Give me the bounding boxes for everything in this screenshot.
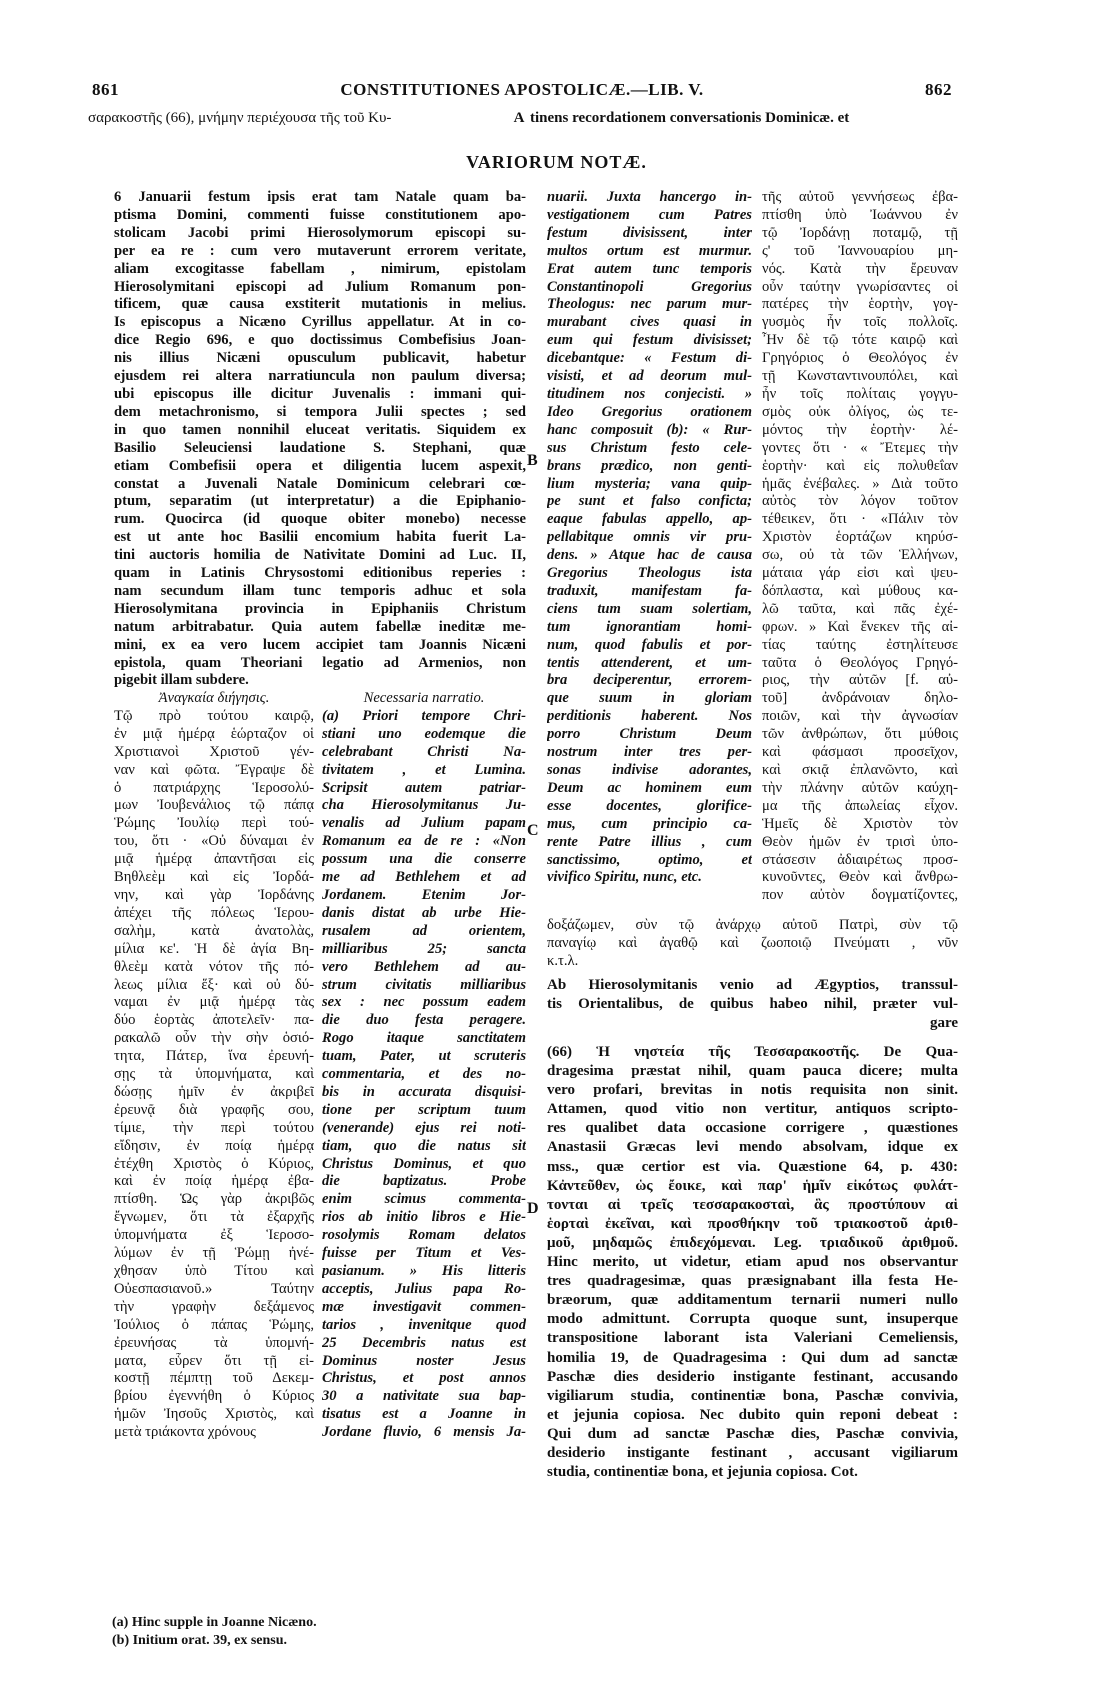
text-line: aliam excogitasse fabellam , nimirum, epistolam	[114, 260, 526, 277]
footnote-a: (a) Hinc supple in Joanne Nicæno.	[112, 1615, 317, 1630]
text-line: ρακαλῶ οὖν τὴν σὴν ὁσιό-	[114, 1030, 314, 1047]
latin-heading: Necessaria narratio.	[363, 690, 485, 706]
text-line: ἑορτὴν· καὶ εἰς πολυθεΐαν	[762, 457, 958, 474]
page-number-right: 862	[925, 80, 952, 99]
text-line: tentis attenderent, et um-	[547, 654, 752, 671]
text-line: nuarii. Juxta hancergo in-	[547, 189, 752, 205]
text-line: epistola, quam Theoriani legatio ad Armenios, non	[114, 654, 526, 671]
text-line: καὶ σκιᾷ ἐπλανῶντο, καὶ	[762, 762, 958, 778]
text-line: venalis ad Julium papam	[322, 815, 526, 832]
text-line: pe sunt et falso conficta;	[547, 493, 752, 510]
text-line: τητα, Πάτερ, ἵνα ἐρευνή-	[114, 1048, 314, 1065]
text-line: tum ignorantiam homi-	[547, 618, 752, 635]
text-line: τῆς αὐτοῦ γεννήσεως ἐβα-	[762, 189, 958, 205]
text-line: tres quadragesimæ, quas præsignabant illa festa He-	[547, 1273, 958, 1290]
text-line: tivitatem , et Lumina.	[322, 761, 526, 778]
text-line: natum arbitrabatur. Quia autem fabellæ ineditæ me-	[114, 618, 526, 635]
text-line: tiam, quo die natus sit	[322, 1137, 526, 1154]
text-line: Constantinopoli Gregorius	[547, 278, 752, 295]
text-line: pellabitque omnis vir pru-	[547, 529, 752, 546]
text-line: Χριστὸν ἑορτάζων κηρύσ-	[762, 529, 958, 546]
text-line: acceptis, Julius papa Ro-	[322, 1280, 526, 1297]
ab-hierosolymitanis-paragraph	[547, 976, 958, 1033]
text-line: (66) Ἡ νηστεία τῆς Τεσσαρακοστῆς. De Qua-	[547, 1044, 958, 1060]
section-title: VARIORUM NOTÆ.	[466, 152, 647, 172]
text-line: αὐτὸς τὸν λόγον τοῦτον	[762, 493, 958, 510]
text-line: studia, continentiæ bona, et jejunia copiosa. Cot.	[547, 1464, 858, 1481]
text-line: Θεὸν ἡμῶν ἐν τρισὶ ὑπο-	[762, 833, 958, 850]
text-line: κ.τ.λ.	[547, 952, 579, 969]
running-title: CONSTITUTIONES APOSTOLICÆ.—LIB. V.	[340, 80, 704, 99]
margin-letter-d: D	[527, 1200, 539, 1217]
text-line: constat a Juvenali Natale Dominicum celebrari cœ-	[114, 475, 526, 492]
text-line: Ῥώμης Ἰουλίῳ περὶ τού-	[114, 815, 314, 832]
text-line: ναμαι ἐν μιᾷ ἡμέρᾳ τὰς	[114, 994, 314, 1011]
text-line: ἡμᾶς ἐνέβαλες. » Διὰ τοῦτο	[762, 475, 958, 492]
text-line: ριος, τὴν αὐτῶν [f. αὐ-	[762, 672, 958, 689]
text-line: transpositione laborant ista Valeriani Cemeliensis,	[547, 1330, 958, 1347]
text-line: ποιῶν, καὶ τὴν ἀγνωσίαν	[762, 708, 958, 725]
text-line: στάσεσιν ἀδιαιρέτως προσ-	[762, 851, 958, 868]
text-line: τίας ταύτης ἐστηλίτευσε	[762, 636, 958, 653]
text-line: τίμιε, τὴν περὶ τούτου	[114, 1119, 314, 1136]
text-line: die baptizatus. Probe	[322, 1173, 526, 1190]
latin-narrative-column	[322, 690, 526, 1442]
text-line: festum divisissent, inter	[547, 224, 752, 241]
text-line: θλεὲμ κατὰ νότον τῆς πό-	[114, 958, 314, 975]
text-line: enim scimus commenta-	[322, 1191, 526, 1208]
text-line: Anastasii Græcas levi mendo absolvam, idque ex	[547, 1139, 958, 1156]
text-line: modo admittunt. Corrupta quoque sunt, insuperque	[547, 1311, 958, 1328]
text-line: que suum in gloriam	[547, 690, 752, 707]
text-line: me ad Bethlehem et ad	[322, 869, 526, 886]
text-line: hanc composuit (b): « Rur-	[547, 421, 752, 438]
text-line: num, quod fabulis et por-	[547, 636, 752, 653]
text-line: rios ab initio libros e Hie-	[322, 1209, 526, 1226]
text-line: μα τῆς ἀπωλείας εἶχον.	[762, 797, 958, 814]
greek-narrative-column	[114, 690, 314, 1442]
note-66-block	[547, 1043, 958, 1482]
text-line: rente Patre illius , cum	[547, 833, 752, 850]
text-line: murabant cives quasi in	[547, 314, 752, 331]
text-line: dragesima præstat nihil, quam pauca dicere; multa	[547, 1063, 958, 1080]
text-line: pasianum. » His litteris	[322, 1263, 526, 1279]
text-line: καὶ ἐν ποίᾳ ἡμέρᾳ ἐβα-	[114, 1173, 314, 1190]
text-line: κοστῇ πέμπτῃ τοῦ Δεκεμ-	[114, 1370, 314, 1387]
text-line: lium mysteria; vana quip-	[547, 475, 752, 492]
text-line: commentaria, et des no-	[322, 1066, 526, 1083]
text-line: mæ investigavit commen-	[322, 1298, 526, 1315]
text-line: 30 a nativitate sua bap-	[322, 1388, 526, 1405]
text-line: ἀπέχει τῆς πόλεως Ἱερου-	[114, 904, 314, 921]
text-line: rusalem ad orientem,	[322, 922, 526, 939]
text-line: Βηθλεὲμ καὶ εἰς Ἰορδά-	[114, 869, 314, 886]
text-line: vestigationem cum Patres	[547, 206, 752, 223]
text-line: σω, οὐ τὰ τῶν Ἑλλήνων,	[762, 547, 958, 564]
text-line: Ἦν δὲ τῷ τότε καιρῷ καὶ	[762, 332, 958, 349]
text-line: δύο ἑορτὰς ἀποτελεῖν· πα-	[114, 1012, 314, 1029]
text-line: rosolymis Romam delatos	[322, 1227, 526, 1244]
text-line: pigebit illam subdere.	[114, 672, 249, 689]
text-line: πτίσθη. Ὡς γὰρ ἀκριβῶς	[114, 1191, 314, 1208]
text-line: Qui dum ad sanctæ Paschæ dies, Paschæ convivia,	[547, 1425, 958, 1442]
text-line: perditionis haberent. Nos	[547, 708, 752, 725]
text-line: in quo tamen nonnihil eluceat veritatis. Siquidem ex	[114, 421, 526, 438]
text-line: 6 Januarii festum ipsis erat tam Natale quam ba-	[114, 189, 526, 205]
footnote-b: (b) Initium orat. 39, ex sensu.	[112, 1633, 288, 1648]
text-line: celebrabant Christi Na-	[322, 743, 526, 760]
text-line: visisti, et ad deorum mul-	[547, 368, 752, 385]
text-line: sus Christum festo cele-	[547, 439, 752, 456]
text-line: Hinc merito, ut videtur, etiam apud nos observantur	[547, 1254, 958, 1271]
text-line: possum una die conserre	[322, 851, 526, 868]
text-line: sanctissimo, optimo, et	[547, 851, 752, 868]
margin-letter-c: C	[527, 822, 539, 839]
text-line: titudinem nos conjecisti. »	[547, 385, 752, 402]
text-line: vivifico Spiritu, nunc, etc.	[547, 869, 702, 886]
text-line: porro Christum Deum	[547, 726, 752, 743]
text-line: mini, ex ea vero lucem accipiet tam Joannis Nicæni	[114, 636, 526, 653]
text-line: res qualibet data occasione corrigere , quæstiones	[547, 1120, 958, 1137]
text-line: fuisse per Titum et Ves-	[322, 1245, 526, 1262]
text-line: stolicam Jacobi primi Hierosolymorum episcopi su-	[114, 224, 526, 241]
text-line: πτίσθη ὑπὸ Ἰωάννου ἐν	[762, 206, 958, 223]
text-line: εἴδησιν, ἐν ποίᾳ ἡμέρᾳ	[114, 1137, 314, 1154]
text-line: Ideo Gregorius orationem	[547, 403, 752, 420]
text-line: Is episcopus a Nicæno Cyrillus appellatur. At in co-	[114, 314, 526, 331]
text-line: per ea re : cum vero mutaverunt errorem veritate,	[114, 242, 526, 259]
text-line: nam secundum illam tunc temporis adhuc et sola	[114, 582, 526, 599]
text-line: bræorum, quæ additamentum ternarii numeri nullo	[547, 1292, 958, 1309]
text-line: tini auctoris homilia de Nativitate Domini ad Luc. II,	[114, 547, 526, 564]
text-line: παναγίῳ καὶ ἀγαθῷ καὶ ζωοποιῷ Πνεύματι , νῦν	[547, 934, 958, 951]
text-line: μων Ἰουβενάλιος τῷ πάπᾳ	[114, 797, 314, 814]
text-line: Christus, et post annos	[322, 1370, 526, 1387]
text-line: γυσμὸς ἦν τοῖς πολλοῖς.	[762, 314, 958, 331]
text-line: multos ortum est murmur.	[547, 242, 752, 259]
text-line: φρων. » Καὶ ἕνεκεν τῆς αἰ-	[762, 618, 958, 635]
text-line: χθησαν ὑπὸ Τίτου καὶ	[114, 1263, 314, 1279]
footnotes	[112, 1614, 317, 1650]
text-line: Theologus: nec parum mur-	[547, 296, 752, 313]
text-line: ὑπομνήματα ἐξ Ἱεροσο-	[114, 1227, 314, 1244]
text-line: danis distat ab urbe Hie-	[322, 904, 526, 921]
text-line: dens. » Atque hac de causa	[547, 547, 752, 564]
text-line: die duo festa peragere.	[322, 1012, 526, 1029]
text-line: Gregorius Theologus ista	[547, 565, 752, 582]
text-line: Ab Hierosolymitanis venio ad Ægyptios, transsul-	[547, 977, 958, 993]
text-line: Τῷ πρὸ τούτου καιρῷ,	[114, 707, 314, 724]
text-line: Paschæ dies desiderio instigante festinant, accusando	[547, 1368, 958, 1385]
text-line: dem metachronismo, si tempora Julii spectes ; sed	[114, 403, 526, 420]
text-line: ἐτέχθη Χριστὸς ὁ Κύριος,	[114, 1155, 314, 1172]
text-line: stiani uno eodemque die	[322, 725, 526, 742]
text-line: οὖν ταύτην γνωρίσαντες οἱ	[762, 278, 958, 295]
text-line: σῃς τὰ ὑπομνήματα, καὶ	[114, 1066, 314, 1083]
text-line: tarios , invenitque quod	[322, 1316, 526, 1333]
text-line: πατέρες τὴν ἑορτὴν, γογ-	[762, 296, 958, 313]
text-line: Dominus noster Jesus	[322, 1352, 526, 1369]
text-line: μόντος τὴν ἑορτὴν· λέ-	[762, 421, 958, 438]
text-line: mss., quæ certior est via. Quæstione 64, p. 430:	[547, 1158, 958, 1175]
text-line: ciens tum suam solertiam,	[547, 600, 752, 617]
text-line: τῇ Κωνσταντινουπόλει, καὶ	[762, 368, 958, 385]
text-line: rum. Quocirca (id quoque obiter monebo) necesse	[114, 511, 526, 528]
text-line: λῶ ταῦτα, καὶ πᾶς ἐχέ-	[762, 600, 958, 617]
text-line: σαλὴμ, κατὰ ἀνατολὰς,	[114, 922, 314, 939]
greek-continuation-column	[762, 189, 958, 905]
text-line: est ut ante hoc Basilii encomium habita fuerit La-	[114, 529, 526, 546]
text-line: γοντες ὅτι · « Ἔτεμες τὴν	[762, 439, 958, 456]
text-line: ταῦτα ὁ Θεολόγος Γρηγό-	[762, 654, 958, 671]
text-line: Erat autem tunc temporis	[547, 260, 752, 277]
text-line: τοῦ] ἀνδράνοιαν δηλο-	[762, 690, 958, 707]
text-line: νός. Κατὰ τὴν ἔρευναν	[762, 260, 958, 277]
continued-text-line	[88, 110, 958, 127]
text-line: νην, καὶ γὰρ Ἰορδάνης	[114, 886, 314, 903]
text-line: ἐρευνᾷ διὰ γραφῆς σου,	[114, 1101, 314, 1118]
text-line: τῷ Ἰορδάνῃ ποταμῷ, τῇ	[762, 224, 958, 241]
text-line: ματα, εὗρεν ὅτι τῇ εἰ-	[114, 1352, 314, 1369]
text-line: cha Hierosolymitanus Ju-	[322, 797, 526, 814]
text-line: Romanum ea de re : «Non	[322, 833, 526, 850]
text-line: τονται αἱ τρεῖς τεσσαρακοσταὶ, ἃς προστύπουν αἱ	[547, 1196, 958, 1213]
text-line: Χριστιανοὶ Χριστοῦ γέν-	[114, 743, 314, 760]
text-line: brans prædico, non genti-	[547, 457, 752, 474]
text-line: Scripsit autem patriar-	[322, 779, 526, 796]
text-line: μάταια γάρ εἰσι καὶ ψευ-	[762, 565, 958, 582]
text-line: πον αὐτὸν δογματίζοντες,	[762, 887, 958, 904]
text-line: tione per scriptum tuum	[322, 1101, 526, 1118]
text-line: ejusdem rei altera narratiuncula non paulum diversa;	[114, 368, 526, 385]
text-line: Deum ac hominem eum	[547, 779, 752, 796]
text-line: δόπλαστα, καὶ μύθους κα-	[762, 582, 958, 599]
text-line: bis in accurata disquisi-	[322, 1083, 526, 1100]
text-line: (a) Priori tempore Chri-	[322, 707, 526, 724]
text-line: Κἀντεῦθεν, ὡς ἔοικε, καὶ παρ' ἡμῖν εἰκότως φυλάτ-	[547, 1177, 958, 1194]
text-line: του, ὅτι · «Οὐ δύναμαι ἐν	[114, 833, 314, 850]
text-line: Christus Dominus, et quo	[322, 1155, 526, 1172]
text-line: bra deciperentur, errorem-	[547, 672, 752, 689]
text-line: Γρηγόριος ὁ Θεολόγος ἐν	[762, 350, 958, 367]
text-line: esse docentes, glorifice-	[547, 797, 752, 814]
text-line: traduxit, manifestam fa-	[547, 582, 752, 599]
text-line: μοῦ, μηδαμῶς ἐπιδεχόμεναι. Leg. τριαδικοῦ ἀριθμοῦ.	[547, 1234, 958, 1251]
text-line: 25 Decembris natus est	[322, 1334, 526, 1351]
text-line: μιᾷ ἡμέρᾳ ἀπαντῆσαι εἰς	[114, 851, 314, 868]
text-line: Jordanem. Etenim Jor-	[322, 886, 526, 903]
text-line: τέθεικεν, ὅτι · «Πάλιν τὸν	[762, 511, 958, 528]
text-line: ἑορταὶ ἐκεῖναι, καὶ προσθήκην τοῦ τριακοστοῦ ἀριθ-	[547, 1215, 958, 1232]
text-line: Basilio Seleuciensi laudatione S. Stephani, quæ	[114, 439, 526, 456]
text-line: strum civitatis milliaribus	[322, 976, 526, 993]
doxology-block	[547, 917, 958, 971]
text-line: tuam, Pater, ut scruteris	[322, 1048, 526, 1065]
text-line: τῶν ἀνθρώπων, ὅτι μύθοις	[762, 726, 958, 743]
text-line: ptum, separatim (ut interpretatur) a die Epiphanio-	[114, 493, 526, 510]
text-line: desiderio instigante festinant , accusant vigiliarum	[547, 1444, 958, 1461]
text-line: ἐν μιᾷ ἡμέρᾳ ἑώρταζον οἱ	[114, 725, 314, 742]
margin-letter-b: B	[527, 452, 538, 469]
text-line: (venerande) ejus rei noti-	[322, 1119, 526, 1136]
text-line: σμὸς οὐκ ὀλίγος, ὡς τε-	[762, 403, 958, 420]
text-line: Attamen, quod vitio non vertitur, antiquos scripto-	[547, 1101, 958, 1118]
text-line: ἡμῶν Ἰησοῦς Χριστὸς, καὶ	[114, 1406, 314, 1423]
text-line: tis Orientalibus, de quibus habeo nihil, præter vul-	[547, 996, 958, 1012]
text-line: Hierosolymitani episcopi ad Julium Romanum pon-	[114, 278, 526, 295]
page-number-left: 861	[92, 80, 119, 99]
text-line: nostrum inter tres per-	[547, 744, 752, 761]
text-line: ς' τοῦ Ἰαννουαρίου μη-	[762, 242, 958, 259]
text-line: ptisma Domini, commenti fuisse constitutionem apo-	[114, 206, 526, 223]
text-line: λεως μίλια ἕξ· καὶ οὐ δύ-	[114, 976, 314, 993]
text-line: quam in Latinis Chrysostomi editionibus reperies :	[114, 565, 526, 582]
text-line: μετὰ τριάκοντα χρόνους	[114, 1424, 256, 1441]
text-line: vigiliarum studia, continentiæ bona, Paschæ convivia,	[547, 1387, 958, 1404]
text-line: mus, cum principio ca-	[547, 815, 752, 832]
text-line: μίλια κε'. Ἡ δὲ ἁγία Βη-	[114, 940, 314, 957]
text-line: dice Regio 696, e quo doctissimus Combefisius Joan-	[114, 332, 526, 349]
text-line: ἐρευνήσας τὰ ὑπομνή-	[114, 1334, 314, 1351]
continued-latin-text: tinens recordationem conversationis Dominicæ. et	[530, 110, 850, 126]
text-line: καὶ φάσμασι προσεῖχον,	[762, 744, 958, 761]
text-line: δοξάζωμεν, σὺν τῷ ἀνάρχῳ αὐτοῦ Πατρὶ, σὺν τῷ	[547, 917, 958, 933]
text-line: nis illius Nicæni opusculum publicavit, habetur	[114, 350, 526, 367]
text-line: τὴν πλάνην αὐτῶν καύχη-	[762, 779, 958, 796]
continued-greek-text: σαρακοστῆς (66), μνήμην περιέχουσα τῆς τοῦ Κυ-	[88, 110, 392, 126]
text-line: et jejunia copiosa. Nec dubito quin reponi debeat :	[547, 1406, 958, 1423]
greek-heading: Ἀναγκαία διήγησις.	[158, 690, 270, 706]
text-line: ubi episcopus ille dicitur Juvenalis : immani qui-	[114, 385, 526, 402]
text-line: ὁ πατριάρχης Ἱεροσολύ-	[114, 779, 314, 796]
text-line: vero profari, brevitas in notis requisita non sinit.	[547, 1082, 958, 1099]
text-line: Jordane fluvio, 6 mensis Ja-	[322, 1424, 526, 1441]
running-header	[92, 80, 952, 106]
text-line: ἦν τοῖς πολίταις γογγυ-	[762, 385, 958, 402]
text-line: βρίου ἐγεννήθη ὁ Κύριος	[114, 1388, 314, 1405]
margin-letter-a: A	[513, 110, 525, 126]
text-line: Ἰούλιος ὁ πάπας Ῥώμης,	[114, 1316, 314, 1333]
text-line: tisatus est a Joanne in	[322, 1406, 526, 1423]
text-line: tificem, quæ causa exstiterit mutationis in melius.	[114, 296, 526, 313]
text-line: sex : nec possum eadem	[322, 994, 526, 1011]
variorum-note-column	[114, 189, 526, 690]
text-line: Ἡμεῖς δὲ Χριστὸν τὸν	[762, 815, 958, 832]
text-line: κυνοῦντες, Θεὸν καὶ ἄνθρω-	[762, 869, 958, 886]
text-line: etiam Combefisii opera et diligentia lucem aspexit,	[114, 457, 526, 474]
text-line: vero Bethlehem ad au-	[322, 958, 526, 975]
text-line: τὴν γραφὴν δεξάμενος	[114, 1298, 314, 1315]
text-line: milliaribus 25; sancta	[322, 940, 526, 957]
text-line: δώσῃς ἡμῖν ἐν ἀκριβεῖ	[114, 1083, 314, 1100]
text-line: λύμων ἐν τῇ Ῥώμῃ ἠνέ-	[114, 1245, 314, 1262]
text-line: Hierosolymitana provincia in Epiphaniis Christum	[114, 600, 526, 617]
text-line: Rogo itaque sanctitatem	[322, 1030, 526, 1047]
text-line: eaque fabulas appello, ap-	[547, 511, 752, 528]
latin-continuation-column	[547, 189, 752, 887]
text-line: ἔγνωμεν, ὅτι τὰ ἐξαρχῆς	[114, 1209, 314, 1226]
text-line: Οὐεσπασιανοῦ.» Ταύτην	[114, 1280, 314, 1297]
text-line: gare	[929, 1015, 958, 1031]
text-line: eum qui festum divisisset;	[547, 332, 752, 349]
text-line: sonas indivise adorantes,	[547, 762, 752, 778]
text-line: homilia 19, de Quadragesima : Qui dum ad sanctæ	[547, 1349, 958, 1366]
text-line: ναν καὶ φῶτα. Ἔγραψε δὲ	[114, 761, 314, 778]
text-line: dicebantque: « Festum di-	[547, 350, 752, 367]
